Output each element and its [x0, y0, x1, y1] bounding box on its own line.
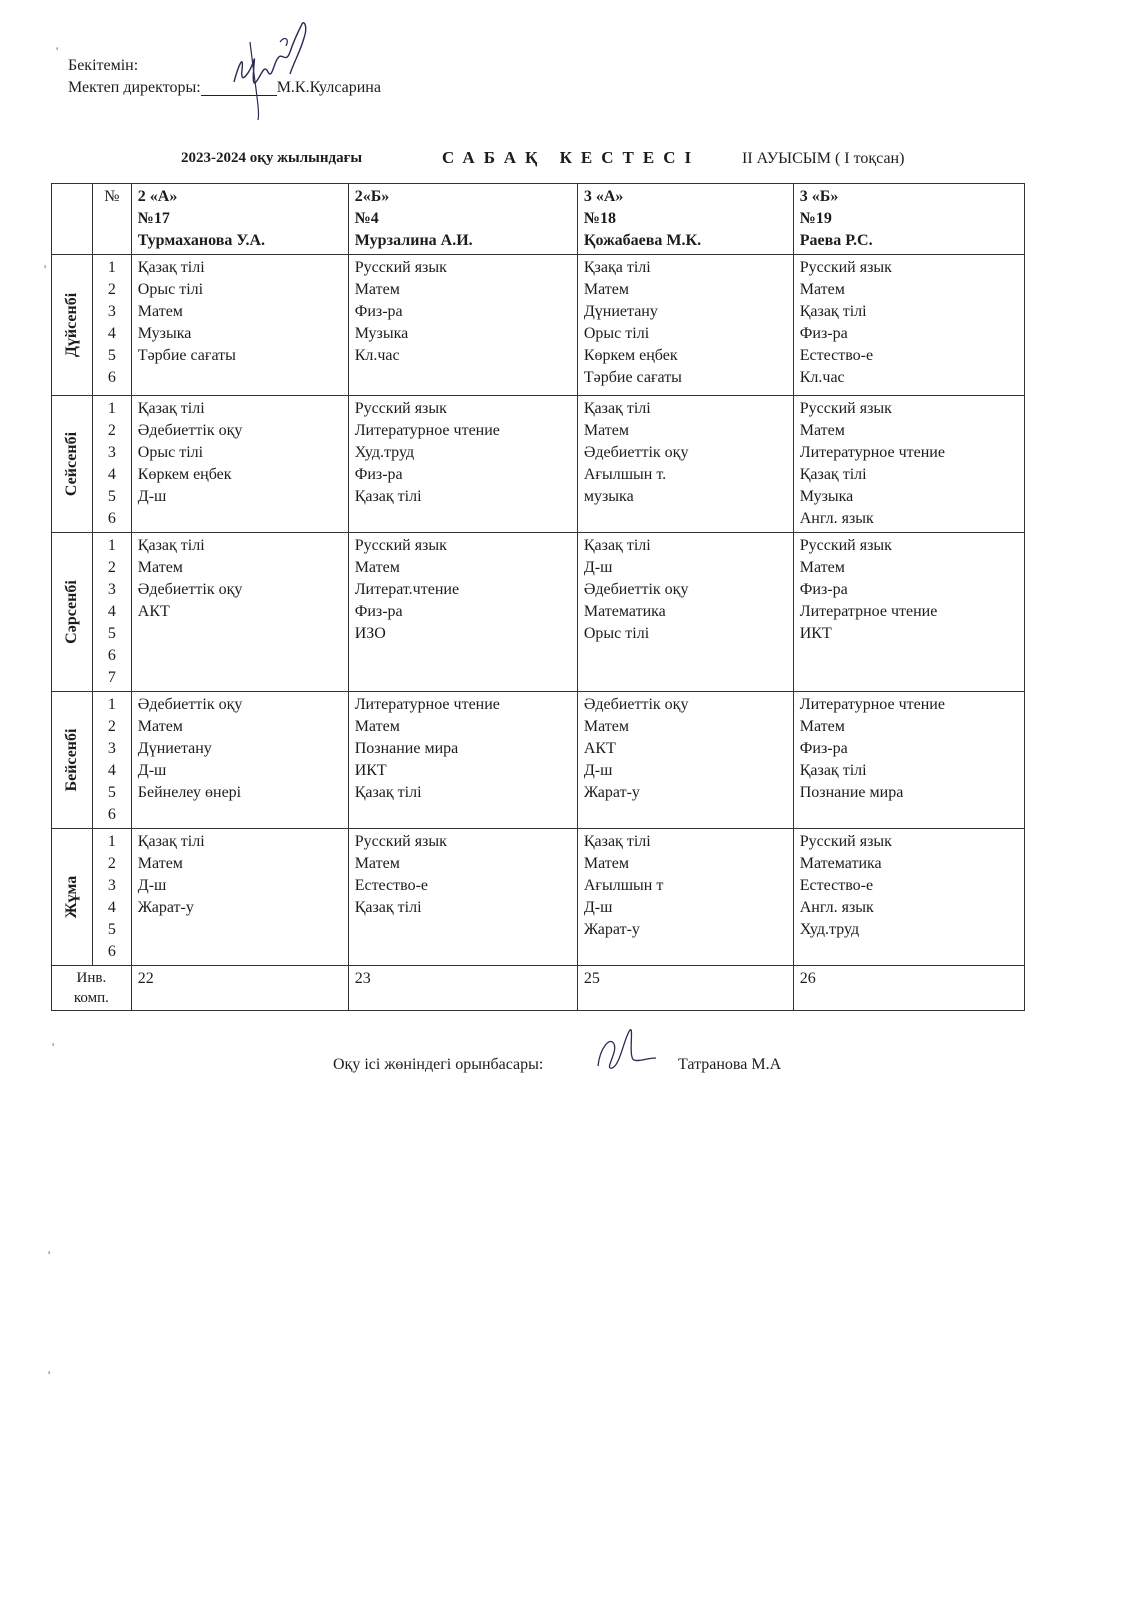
lesson-cell	[793, 533, 1024, 692]
lesson-item: Қазақ тілі	[354, 488, 422, 505]
lesson-cell	[131, 396, 348, 533]
lesson-number: 2	[107, 281, 116, 298]
lesson-item: Кл.час	[354, 347, 400, 364]
academic-year: 2023-2024 оқу жылындағы	[181, 150, 363, 166]
lesson-item: Қазақ тілі	[583, 400, 651, 417]
lesson-numbers	[92, 255, 131, 396]
lesson-item: Дүниетану	[137, 740, 212, 757]
lesson-cell	[577, 533, 793, 692]
lesson-item: Матем	[799, 718, 845, 735]
lesson-number: 3	[107, 444, 116, 461]
lesson-number: 2	[107, 718, 116, 735]
lesson-cell	[577, 396, 793, 533]
lesson-cell	[131, 255, 348, 396]
lesson-item: Литерат.чтение	[354, 581, 460, 598]
lesson-item: Бейнелеу өнері	[137, 784, 242, 801]
lesson-number: 4	[107, 603, 116, 620]
scan-mark: '	[56, 44, 59, 58]
lesson-cell	[348, 255, 577, 396]
lesson-item: Русский язык	[354, 833, 447, 850]
lesson-item: Литературное чтение	[799, 444, 945, 461]
lesson-item: Русский язык	[799, 400, 892, 417]
day-name: Бейсенбі	[52, 692, 93, 829]
lesson-item: Матем	[583, 718, 629, 735]
lesson-item: Матем	[799, 559, 845, 576]
lesson-item: Орыс тілі	[583, 325, 650, 342]
lesson-item: Жарат-у	[583, 784, 640, 801]
lesson-item: Әдебиеттік оқу	[583, 696, 689, 713]
lesson-item: ИКТ	[799, 625, 832, 642]
lesson-item: Матем	[799, 422, 845, 439]
lesson-item: Әдебиеттік оқу	[583, 444, 689, 461]
lesson-cell	[793, 692, 1024, 829]
lesson-number: 6	[107, 369, 116, 386]
deputy-line	[333, 1056, 782, 1074]
inventory-label: Инв. комп.	[52, 966, 132, 1011]
lesson-item: Қазақ тілі	[583, 537, 651, 554]
header-blank	[52, 184, 93, 255]
lesson-item: АКТ	[583, 740, 616, 757]
lesson-item: Литературное чтение	[354, 422, 500, 439]
lesson-item: Естество-е	[799, 877, 874, 894]
lesson-item: Қазақ тілі	[354, 784, 422, 801]
lesson-cell	[577, 829, 793, 966]
lesson-number: 4	[107, 325, 116, 342]
lesson-item: ИКТ	[354, 762, 387, 779]
lesson-item: ИЗО	[354, 625, 386, 642]
lesson-number: 3	[107, 303, 116, 320]
lesson-numbers	[92, 396, 131, 533]
lesson-item: Матем	[799, 281, 845, 298]
lesson-item: Дүниетану	[583, 303, 658, 320]
lesson-item: Көркем еңбек	[137, 466, 232, 483]
lesson-cell	[793, 255, 1024, 396]
header-row	[52, 184, 1025, 255]
day-row	[52, 533, 1025, 692]
lesson-number: 5	[107, 921, 116, 938]
lesson-cell	[577, 692, 793, 829]
lesson-item: Познание мира	[354, 740, 459, 757]
lesson-cell	[131, 533, 348, 692]
deputy-label: Оқу ісі жөніндегі орынбасары:	[333, 1056, 544, 1073]
lesson-item: Қазақ тілі	[137, 400, 205, 417]
lesson-item: Әдебиеттік оқу	[137, 422, 243, 439]
lesson-item: Литературное чтение	[799, 696, 945, 713]
inventory-value: 22	[131, 966, 348, 1011]
class-header: 2 «А» №17 Турмаханова У.А.	[131, 184, 348, 255]
lesson-item: Русский язык	[354, 400, 447, 417]
lesson-numbers	[92, 533, 131, 692]
lesson-number: 6	[107, 647, 116, 664]
lesson-item: Русский язык	[799, 537, 892, 554]
lesson-item: Орыс тілі	[583, 625, 650, 642]
lesson-item: Қазақ тілі	[799, 466, 867, 483]
lesson-number: 2	[107, 559, 116, 576]
lesson-number: 4	[107, 466, 116, 483]
lesson-item: Математика	[583, 603, 666, 620]
lesson-number: 1	[107, 833, 116, 850]
lesson-number: 5	[107, 347, 116, 364]
day-row	[52, 396, 1025, 533]
lesson-item: Естество-е	[354, 877, 429, 894]
lesson-item: музыка	[583, 488, 634, 505]
inventory-value: 23	[348, 966, 577, 1011]
lesson-item: Орыс тілі	[137, 281, 204, 298]
lesson-number: 1	[107, 259, 116, 276]
director-signature	[220, 12, 320, 122]
lesson-item: Орыс тілі	[137, 444, 204, 461]
schedule-title	[0, 148, 1133, 174]
lesson-item: Физ-ра	[799, 740, 848, 757]
lesson-item: Матем	[137, 718, 183, 735]
approval-label: Бекітемін:	[68, 57, 139, 74]
lesson-cell	[348, 829, 577, 966]
day-name: Жұма	[52, 829, 93, 966]
lesson-item: Русский язык	[799, 259, 892, 276]
lesson-item: Қазақ тілі	[137, 259, 205, 276]
lesson-item: Физ-ра	[799, 325, 848, 342]
day-row	[52, 829, 1025, 966]
lesson-item: Д-ш	[137, 488, 167, 505]
lesson-number: 1	[107, 537, 116, 554]
shift-label: II АУЫСЫМ ( I тоқсан)	[742, 150, 905, 167]
director-label: Мектеп директоры:	[68, 79, 201, 96]
lesson-item: Естество-е	[799, 347, 874, 364]
lesson-item: Познание мира	[799, 784, 904, 801]
day-name: Сәрсенбі	[52, 533, 93, 692]
lesson-item: Көркем еңбек	[583, 347, 678, 364]
lesson-item: Матем	[137, 303, 183, 320]
lesson-number: 5	[107, 488, 116, 505]
lesson-item: Қазақ тілі	[354, 899, 422, 916]
lesson-item: Қазақ тілі	[799, 303, 867, 320]
deputy-signature	[590, 1018, 660, 1088]
day-name: Сейсенбі	[52, 396, 93, 533]
lesson-item: Русский язык	[354, 537, 447, 554]
lesson-item: Музыка	[799, 488, 854, 505]
title-main: САБАҚ КЕСТЕСІ	[442, 148, 701, 167]
lesson-item: Худ.труд	[799, 921, 860, 938]
lesson-item: Қазақ тілі	[137, 833, 205, 850]
scan-mark: '	[52, 1040, 55, 1054]
class-header: 3 «А» №18 Қожабаева М.К.	[577, 184, 793, 255]
deputy-name: Татранова М.А	[678, 1056, 782, 1073]
lesson-number: 2	[107, 855, 116, 872]
lesson-item: Д-ш	[583, 762, 613, 779]
day-name: Дүйсенбі	[52, 255, 93, 396]
lesson-cell	[793, 396, 1024, 533]
lesson-item: Матем	[354, 855, 400, 872]
day-row	[52, 692, 1025, 829]
lesson-item: Русский язык	[354, 259, 447, 276]
lesson-number: 6	[107, 806, 116, 823]
lesson-numbers	[92, 692, 131, 829]
lesson-item: Д-ш	[583, 899, 613, 916]
lesson-number: 3	[107, 581, 116, 598]
lesson-item: Матем	[583, 281, 629, 298]
lesson-item: Литератрное чтение	[799, 603, 938, 620]
lesson-item: Әдебиеттік оқу	[137, 581, 243, 598]
lesson-item: Кл.час	[799, 369, 845, 386]
lesson-cell	[131, 829, 348, 966]
lesson-cell	[348, 533, 577, 692]
class-header: 3 «Б» №19 Раева Р.С.	[793, 184, 1024, 255]
lesson-item: Жарат-у	[583, 921, 640, 938]
day-row	[52, 255, 1025, 396]
lesson-item: Қазақ тілі	[799, 762, 867, 779]
lesson-item: Русский язык	[799, 833, 892, 850]
lesson-item: Әдебиеттік оқу	[583, 581, 689, 598]
lesson-item: Ағылшын т	[583, 877, 664, 894]
schedule-table	[51, 183, 1025, 1011]
lesson-numbers	[92, 829, 131, 966]
lesson-item: Матем	[583, 422, 629, 439]
lesson-cell	[131, 692, 348, 829]
lesson-item: Д-ш	[137, 762, 167, 779]
lesson-item: Матем	[137, 855, 183, 872]
lesson-number: 5	[107, 784, 116, 801]
scan-mark: '	[48, 1368, 51, 1382]
lesson-number: 3	[107, 877, 116, 894]
inventory-value: 25	[577, 966, 793, 1011]
lesson-item: Музыка	[137, 325, 192, 342]
lesson-item: АКТ	[137, 603, 170, 620]
lesson-item: Д-ш	[583, 559, 613, 576]
lesson-item: Математика	[799, 855, 882, 872]
lesson-number: 6	[107, 510, 116, 527]
scan-mark: '	[48, 1248, 51, 1262]
lesson-item: Матем	[354, 281, 400, 298]
lesson-item: Әдебиеттік оқу	[137, 696, 243, 713]
lesson-number: 4	[107, 762, 116, 779]
lesson-number: 1	[107, 400, 116, 417]
lesson-cell	[348, 692, 577, 829]
lesson-item: Матем	[583, 855, 629, 872]
header-number: №	[92, 184, 131, 255]
lesson-item: Литературное чтение	[354, 696, 500, 713]
lesson-item: Матем	[354, 718, 400, 735]
lesson-item: Ағылшын т.	[583, 466, 667, 483]
lesson-item: Физ-ра	[354, 466, 403, 483]
lesson-item: Матем	[137, 559, 183, 576]
lesson-number: 5	[107, 625, 116, 642]
lesson-cell	[577, 255, 793, 396]
lesson-number: 6	[107, 943, 116, 960]
lesson-number: 1	[107, 696, 116, 713]
inventory-row	[52, 966, 1025, 1011]
lesson-item: Тәрбие сағаты	[137, 347, 236, 364]
lesson-item: Д-ш	[137, 877, 167, 894]
lesson-item: Худ.труд	[354, 444, 415, 461]
scan-mark: '	[44, 262, 47, 276]
lesson-item: Физ-ра	[354, 603, 403, 620]
lesson-item: Англ. язык	[799, 510, 874, 527]
lesson-number: 3	[107, 740, 116, 757]
director-name: М.К.Кулсарина	[276, 79, 381, 96]
lesson-item: Музыка	[354, 325, 409, 342]
lesson-cell	[348, 396, 577, 533]
lesson-item: Қазақ тілі	[137, 537, 205, 554]
inventory-value: 26	[793, 966, 1024, 1011]
lesson-number: 7	[107, 669, 116, 686]
lesson-number: 4	[107, 899, 116, 916]
lesson-item: Қазақ тілі	[583, 833, 651, 850]
lesson-cell	[793, 829, 1024, 966]
lesson-item: Англ. язык	[799, 899, 874, 916]
lesson-item: Қзақа тілі	[583, 259, 651, 276]
class-header: 2«Б» №4 Мурзалина А.И.	[348, 184, 577, 255]
lesson-item: Физ-ра	[354, 303, 403, 320]
lesson-item: Тәрбие сағаты	[583, 369, 682, 386]
lesson-number: 2	[107, 422, 116, 439]
lesson-item: Физ-ра	[799, 581, 848, 598]
lesson-item: Жарат-у	[137, 899, 194, 916]
lesson-item: Матем	[354, 559, 400, 576]
